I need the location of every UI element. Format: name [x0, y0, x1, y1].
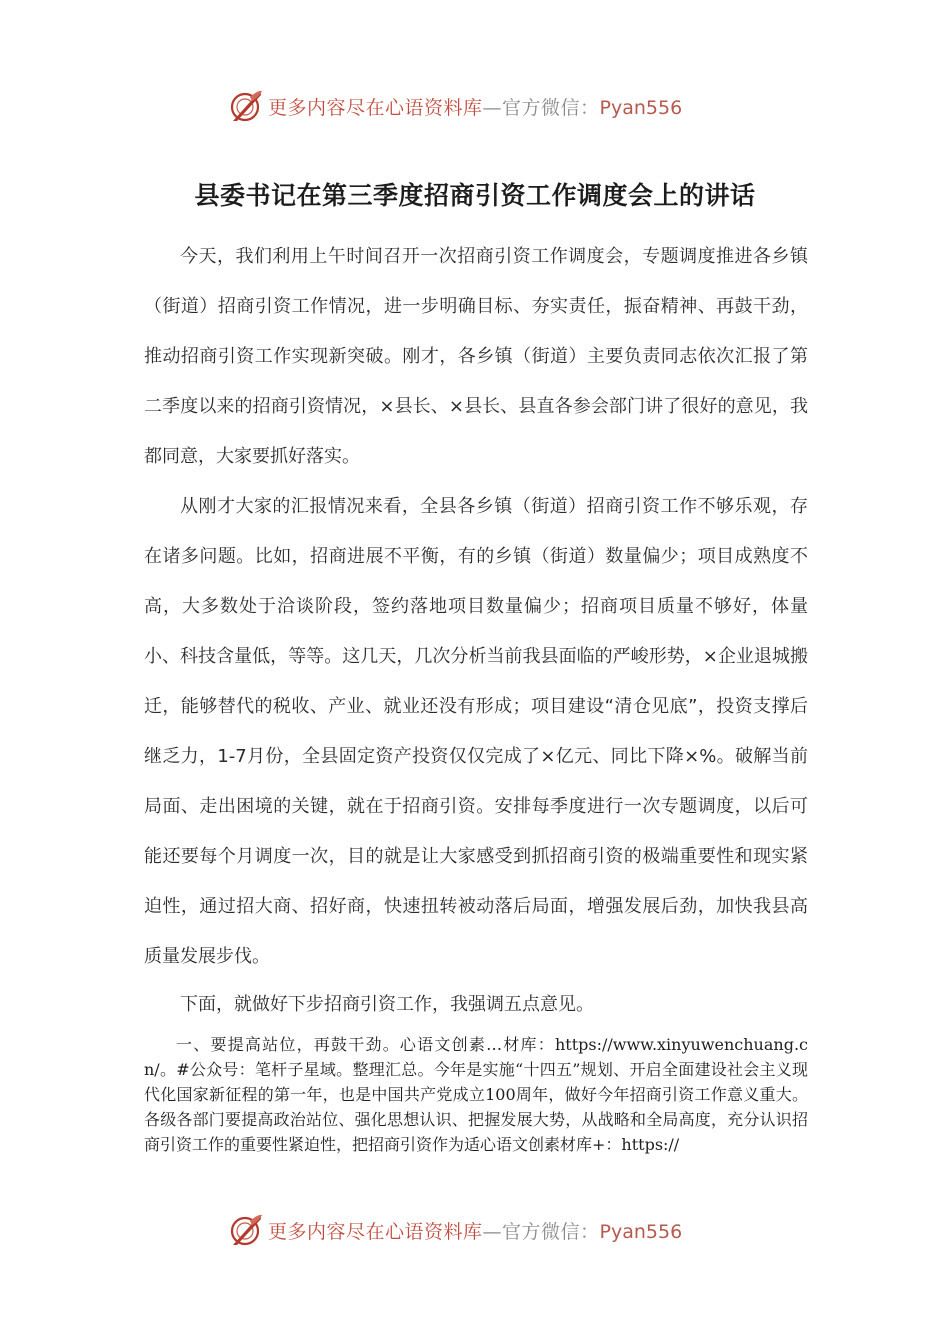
- watermark-handle: Pyan556: [599, 1220, 683, 1243]
- watermark-main: 更多内容尽在心语资料库: [268, 1220, 483, 1243]
- watermark-main: 更多内容尽在心语资料库: [268, 96, 483, 119]
- paragraph-situation: 从刚才大家的汇报情况来看，全县各乡镇（街道）招商引资工作不够乐观，存在诸多问题。比如，招商进展不平衡，有的乡镇（街道）数量偏少；项目成熟度不高，大多数处于洽谈阶段，签约落地项目数量偏少；招商项目质量不够好，体量小、科技含量低，等等。这几天，几次分析当前我县面临的严峻形势，×企业退城搬迁，能够替代的税收、产业、就业还没有形成；项目建设“清仓见底”，投资支撑后继乏力，1-7月份，全县固定资产投资仅仅完成了×亿元、同比下降×%。破解当前局面、走出困境的关键，就在于招商引资。安排每季度进行一次专题调度，以后可能还要每个月调度一次，目的就是让大家感受到抓招商引资的极端重要性和现实紧迫性，通过招大商、招好商，快速扭转被动落后局面，增强发展后劲，加快我县高质量发展步伐。: [144, 496, 808, 967]
- quill-logo-icon: [228, 1212, 264, 1248]
- watermark-text: [268, 1217, 682, 1244]
- header-watermark-banner: [228, 86, 728, 126]
- paragraph-transition: 下面，就做好下步招商引资工作，我强调五点意见。: [180, 994, 594, 1015]
- watermark-dash: —: [482, 96, 503, 119]
- quill-logo-icon: [228, 88, 264, 124]
- document-title: 县委书记在第三季度招商引资工作调度会上的讲话: [194, 181, 756, 210]
- footer-watermark-banner: [228, 1210, 728, 1250]
- watermark-handle: Pyan556: [599, 96, 683, 119]
- watermark-sub: 官方微信：: [502, 96, 600, 119]
- watermark-sub: 官方微信：: [502, 1220, 600, 1243]
- paragraph-point-one: 一、要提高站位，再鼓干劲。心语文创素…材库：https://www.xinyuwenchuang.cn/。#公众号：笔杆子星域。整理汇总。今年是实施“十四五”规划、开启全面建设社会主义现代化国家新征程的第一年，也是中国共产党成立100周年，做好今年招商引资工作意义重大。各级各部门要提高政治站位、强化思想认识、把握发展大势，从战略和全局高度，充分认识招商引资工作的重要性紧迫性，把招商引资作为适心语文创素材库+：https://: [144, 1035, 808, 1154]
- watermark-dash: —: [482, 1220, 503, 1243]
- watermark-text: [268, 93, 682, 120]
- paragraph-opening: 今天，我们利用上午时间召开一次招商引资工作调度会，专题调度推进各乡镇（街道）招商引资工作情况，进一步明确目标、夯实责任，振奋精神、再鼓干劲，推动招商引资工作实现新突破。刚才，各乡镇（街道）主要负责同志依次汇报了第二季度以来的招商引资情况，×县长、×县长、县直各参会部门讲了很好的意见，我都同意，大家要抓好落实。: [144, 246, 808, 467]
